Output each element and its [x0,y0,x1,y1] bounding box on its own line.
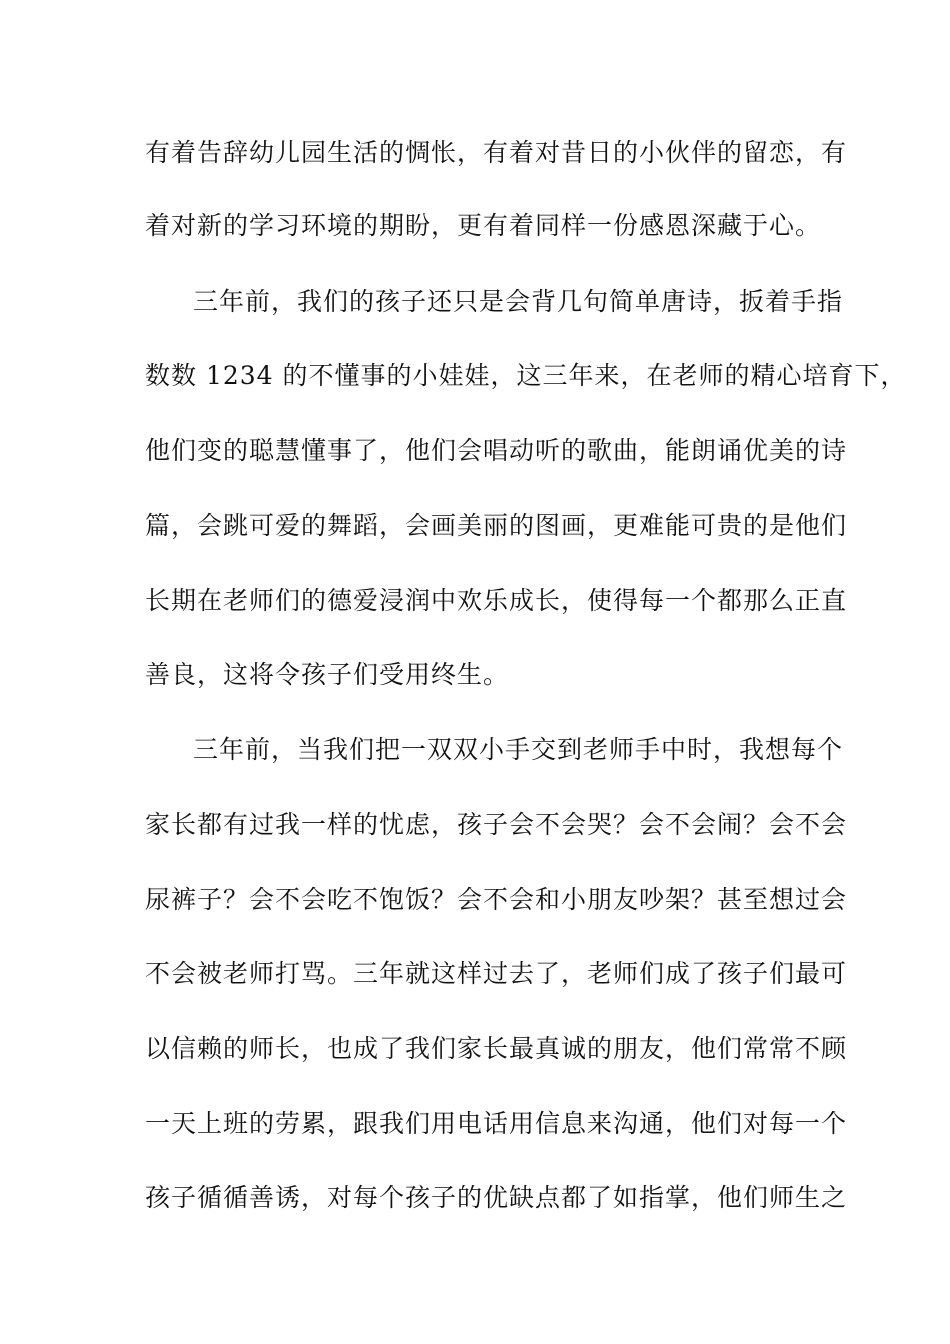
text-line: 篇，会跳可爱的舞蹈，会画美丽的图画，更难能可贵的是他们 [145,511,848,540]
text-line: 着对新的学习环境的期盼，更有着同样一份感恩深藏于心。 [145,211,822,240]
text-line: 孩子循循善诱，对每个孩子的优缺点都了如指掌，他们师生之 [145,1183,848,1212]
text-line: 一天上班的劳累，跟我们用电话用信息来沟通，他们对每一个 [145,1109,848,1138]
paragraph-first-line: 三年前，我们的孩子还只是会背几句简单唐诗，扳着手指 [193,287,844,316]
text-line: 善良，这将令孩子们受用终生。 [145,660,510,689]
text-line: 长期在老师们的德爱浸润中欢乐成长，使得每一个都那么正直 [145,586,848,615]
text-line: 有着告辞幼儿园生活的惆怅，有着对昔日的小伙伴的留恋，有 [145,138,848,167]
paragraph-first-line: 三年前，当我们把一双双小手交到老师手中时，我想每个 [193,735,844,764]
text-line: 尿裤子？会不会吃不饱饭？会不会和小朋友吵架？甚至想过会 [145,885,848,914]
text-line: 不会被老师打骂。三年就这样过去了，老师们成了孩子们最可 [145,959,848,988]
text-line: 以信赖的师长，也成了我们家长最真诚的朋友，他们常常不顾 [145,1034,848,1063]
text-line: 数数 1234 的不懂事的小娃娃，这三年来，在老师的精心培育下， [145,361,907,390]
text-line: 家长都有过我一样的忧虑，孩子会不会哭？会不会闹？会不会 [145,810,848,839]
text-line: 他们变的聪慧懂事了，他们会唱动听的歌曲，能朗诵优美的诗 [145,436,848,465]
